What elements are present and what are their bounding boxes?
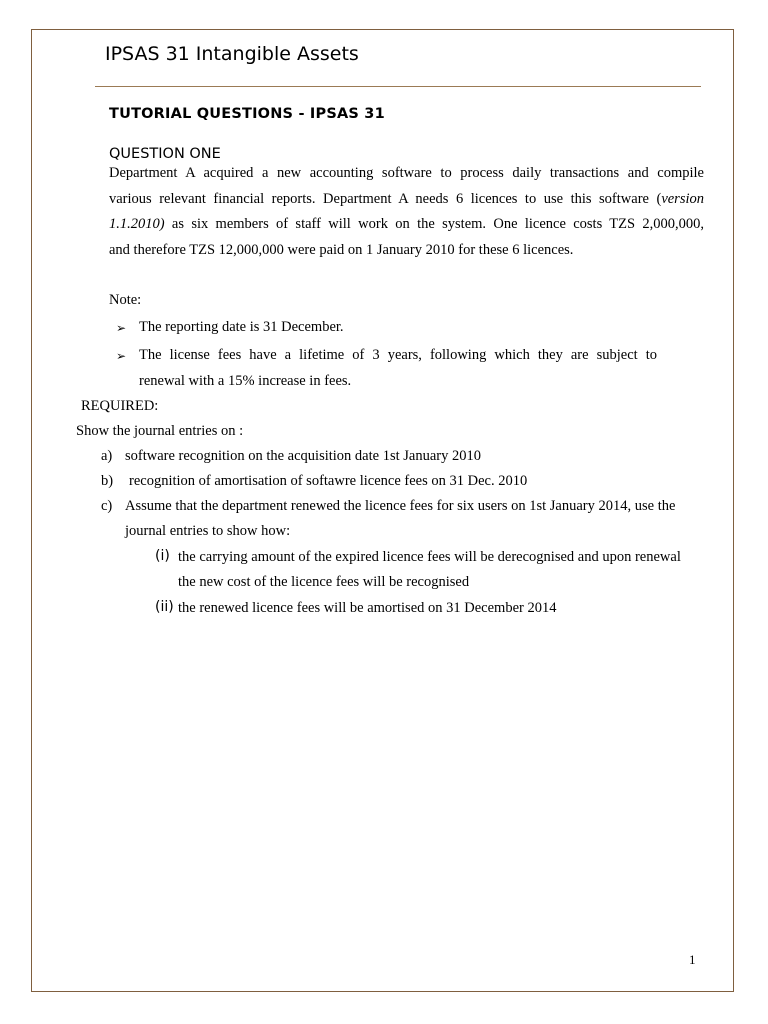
paragraph-text: as six members of staff will work on the system. One licence costs TZS 2,000,000, — [164, 216, 704, 232]
paragraph-italic: 1.1.2010) — [109, 216, 165, 232]
header-title: IPSAS 31 Intangible Assets — [105, 43, 359, 65]
page-number: 1 — [689, 952, 696, 967]
bullet-arrow-icon: ➢ — [116, 321, 127, 335]
sublist-item: the renewed licence fees will be amortised on 31 December 2014 — [178, 600, 557, 616]
sublist-item: the carrying amount of the expired licence fees will be derecognised and upon renewal — [178, 549, 681, 565]
note-label: Note: — [109, 292, 142, 308]
list-marker: c) — [101, 498, 113, 514]
list-item: recognition of amortisation of softawre licence fees on 31 Dec. 2010 — [129, 473, 528, 489]
required-label: REQUIRED: — [81, 398, 159, 414]
bullet-text: The license fees have a lifetime of 3 years, following which they are subject to — [139, 347, 657, 363]
bullet-arrow-icon: ➢ — [116, 349, 127, 363]
show-label: Show the journal entries on : — [76, 423, 244, 439]
list-item: journal entries to show how: — [125, 523, 291, 539]
paragraph-italic: version — [661, 191, 704, 207]
list-item: software recognition on the acquisition date 1st January 2010 — [125, 448, 481, 464]
paragraph-line: and therefore TZS 12,000,000 were paid on 1 January 2010 for these 6 licences. — [109, 242, 574, 258]
bullet-text: The reporting date is 31 December. — [139, 319, 344, 335]
sublist-marker: (ii) — [155, 599, 174, 615]
sublist-marker: (i) — [155, 548, 170, 564]
list-marker: b) — [101, 473, 114, 489]
paragraph-line: Department A acquired a new accounting software to process daily transactions and compile — [109, 165, 704, 181]
sublist-item: the new cost of the licence fees will be recognised — [178, 574, 470, 590]
paragraph-line — [109, 191, 704, 208]
list-item: Assume that the department renewed the licence fees for six users on 1st January 2014, use the — [125, 498, 676, 514]
question-title: QUESTION ONE — [109, 146, 221, 162]
list-marker: a) — [101, 448, 113, 464]
paragraph-line — [109, 216, 704, 233]
paragraph-text: various relevant financial reports. Department A needs 6 licences to use this software ( — [109, 191, 662, 207]
tutorial-title: TUTORIAL QUESTIONS - IPSAS 31 — [109, 106, 385, 122]
header-rule — [95, 86, 701, 87]
bullet-text: renewal with a 15% increase in fees. — [139, 373, 352, 389]
